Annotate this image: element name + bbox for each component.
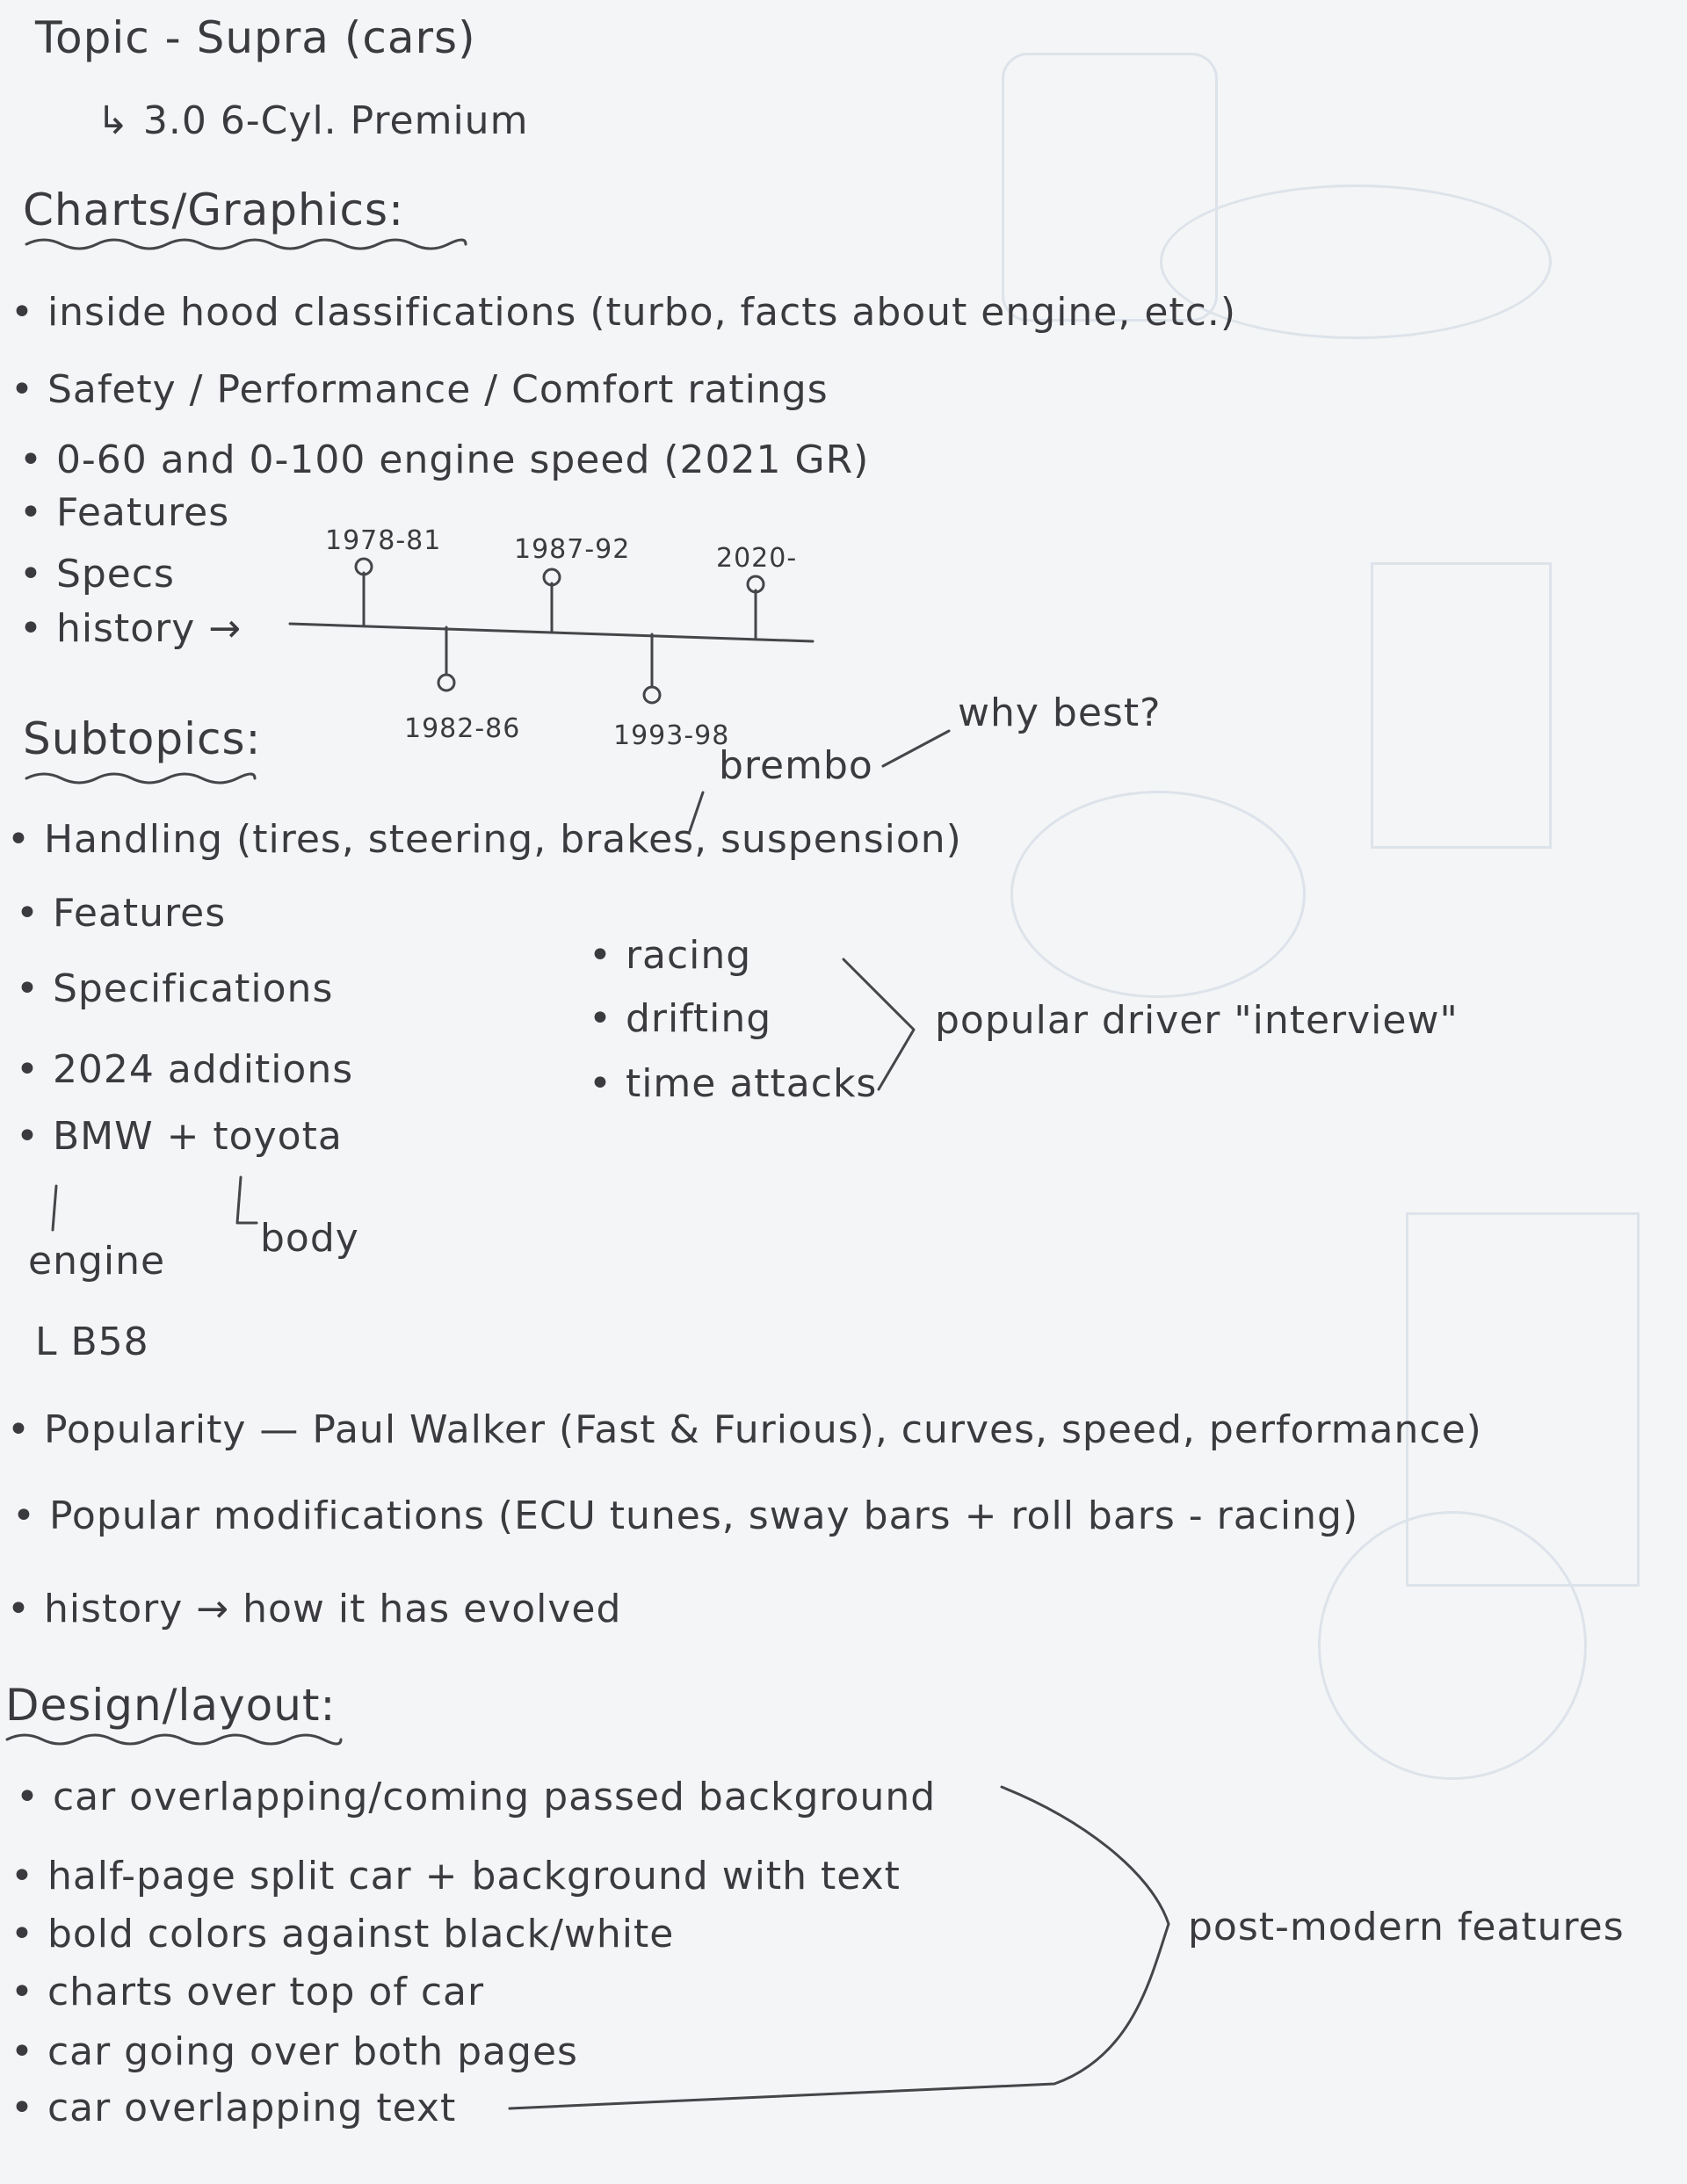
charts-item: • history → [19,606,243,651]
subtopic-item: • Popularity — Paul Walker (Fast & Furious), curves, speed, performance) [7,1407,1482,1452]
subtopic-item: • Features [16,891,227,936]
design-bracket [510,1787,1169,2108]
design-item: • charts over top of car [11,1970,485,2014]
timeline-label: 2020- [716,543,798,574]
design-item: • car going over both pages [11,2029,578,2074]
topic-subline: ↳ 3.0 6-Cyl. Premium [97,98,529,143]
timeline-label: 1978-81 [325,525,442,556]
design-item: • car overlapping/coming passed background [16,1775,937,1819]
toyota-branch-mark [237,1177,257,1223]
driving-item: • time attacks [589,1061,878,1106]
subtopic-item: • Specifications [16,966,334,1011]
timeline-pin [644,687,660,703]
charts-heading-underline [26,240,466,249]
bmw-engine-code: L B58 [35,1320,149,1364]
charts-item: • Safety / Performance / Comfort ratings [11,367,829,412]
driver-interview-note: popular driver "interview" [935,998,1459,1043]
charts-item: • inside hood classifications (turbo, facts about engine, etc.) [11,290,1237,335]
subtopics-heading: Subtopics: [23,713,262,764]
why-best-note: why best? [958,691,1162,735]
subtopics-heading-underline [26,774,255,783]
post-modern-label: post-modern features [1188,1905,1625,1949]
driving-item: • racing [589,933,752,978]
bmw-branch-mark [53,1186,56,1230]
brembo-note: brembo [719,743,873,788]
timeline-pin [438,675,454,691]
bmw-engine-label: engine [28,1239,166,1284]
brembo-connector [883,731,949,766]
design-item: • half-page split car + background with text [11,1854,901,1898]
charts-item: • 0-60 and 0-100 engine speed (2021 GR) [19,438,870,482]
driving-bracket [844,959,914,1089]
toyota-body-label: body [260,1216,359,1261]
charts-item: • Features [19,490,230,535]
design-item: • car overlapping text [11,2086,457,2130]
timeline-label: 1993-98 [613,720,730,751]
topic-line: Topic - Supra (cars) [35,12,476,63]
subtopic-item: • history → how it has evolved [7,1587,622,1631]
timeline-label: 1987-92 [514,534,631,565]
charts-item: • Specs [19,552,175,597]
subtopic-item: • 2024 additions [16,1047,354,1092]
subtopic-item: • BMW + toyota [16,1114,343,1159]
subtopic-item: • Handling (tires, steering, brakes, suspension) [7,817,962,862]
subtopic-item: • Popular modifications (ECU tunes, sway bars + roll bars - racing) [12,1493,1359,1538]
driving-item: • drifting [589,996,772,1041]
charts-heading: Charts/Graphics: [23,184,404,235]
timeline-label: 1982-86 [404,713,521,744]
design-heading-underline [7,1735,341,1744]
design-heading: Design/layout: [5,1680,337,1731]
design-item: • bold colors against black/white [11,1912,675,1956]
brembo-connector [690,792,703,831]
